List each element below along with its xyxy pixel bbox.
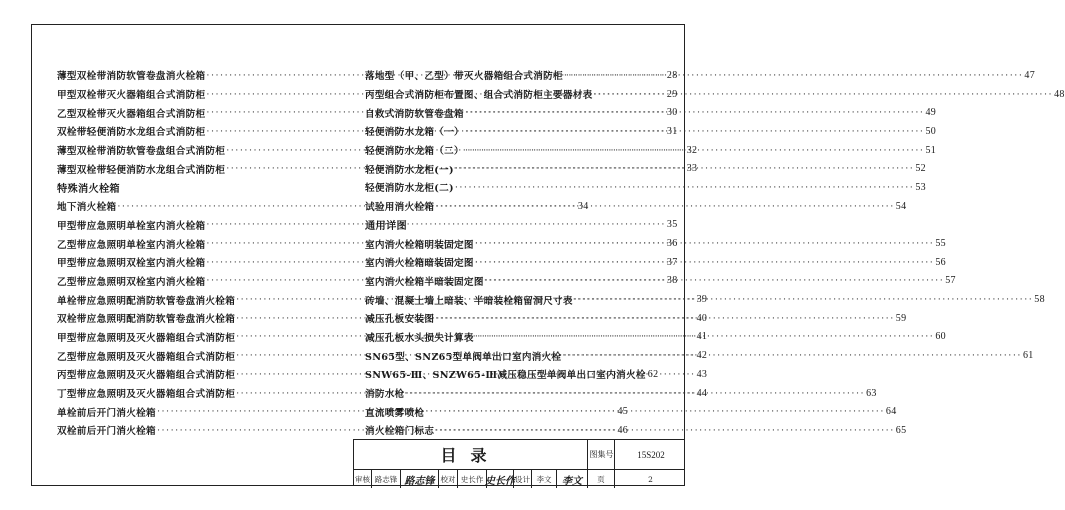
leader-dots: [465, 107, 925, 118]
toc-entry-page: 48: [1054, 88, 1065, 100]
toc-entry: [365, 421, 907, 440]
toc-entry-title: 减压孔板安装图: [365, 314, 435, 326]
toc-entry-title: 乙型带应急照明双栓室内消火栓箱: [57, 276, 206, 288]
checker-name: 史长作: [457, 470, 486, 488]
toc-entry-page: 64: [885, 406, 897, 418]
toc-entry-title: 轻便消防水龙柜(一): [365, 164, 454, 176]
design-label: 设计: [513, 470, 531, 488]
toc-entry-page: 28: [666, 69, 678, 81]
leader-dots: [475, 238, 935, 249]
atlas-number: 15S202: [614, 440, 687, 469]
reviewer-signature: 路志锋: [400, 470, 438, 488]
page-number: 2: [614, 470, 686, 488]
toc-section-heading: [57, 178, 339, 197]
toc-entry-page: 49: [925, 107, 937, 119]
toc-entry-page: 31: [666, 125, 678, 137]
checker-signature: 史长作: [486, 470, 513, 488]
review-label: 审核: [355, 474, 370, 484]
toc-entry-page: 38: [666, 275, 678, 287]
toc-entry-page: 41: [696, 331, 708, 343]
toc-entry-title: 双栓带应急照明配消防软管卷盘消火栓箱: [57, 314, 236, 326]
toc-entry-title: 直流喷雾喷枪: [365, 407, 425, 419]
leader-dots: [435, 201, 895, 212]
toc-entry: [365, 178, 926, 197]
toc-entry-page: 44: [696, 387, 708, 399]
leader-dots: [594, 89, 1054, 100]
toc-entry-page: 51: [925, 144, 937, 156]
toc-entry: [365, 365, 659, 384]
toc-entry-page: 40: [696, 312, 708, 324]
leader-dots: [475, 331, 935, 342]
toc-entry-title: 双栓前后开门消火栓箱: [57, 426, 156, 438]
document-title: 目录: [440, 446, 501, 465]
toc-entry-title: 地下消火栓箱: [57, 202, 117, 214]
toc-entry-title: 室内消火栓箱明装固定图: [365, 239, 474, 251]
toc-entry-page: 29: [666, 88, 678, 100]
toc-entry-title: 甲型带应急照明单栓室内消火栓箱: [57, 220, 206, 232]
toc-entry-title: 单栓前后开门消火栓箱: [57, 407, 156, 419]
leader-dots: [562, 350, 1022, 361]
leader-dots: [465, 126, 925, 137]
toc-entry-page: 59: [895, 312, 907, 324]
toc-entry-page: 52: [915, 163, 926, 175]
toc-entry-page: 36: [666, 238, 678, 250]
toc-entry-page: 50: [925, 125, 937, 137]
toc-entry-page: 54: [895, 200, 907, 212]
toc-entry-title: 乙型带应急照明单栓室内消火栓箱: [57, 239, 206, 251]
leader-dots: [455, 182, 915, 193]
toc-entry: [365, 402, 897, 421]
toc-entry-page: 62: [647, 368, 659, 380]
toc-entry-page: 35: [666, 219, 678, 231]
toc-entry-title: 丙型带应急照明及灭火器箱组合式消防柜: [57, 370, 236, 382]
toc-entry-title: 甲型双栓带灭火器箱组合式消防柜: [57, 90, 206, 102]
toc-entry-title: SNW65-Ⅲ、SNZW65-Ⅲ减压稳压型单阀单出口室内消火栓: [365, 370, 646, 382]
toc-entry-title: 减压孔板水头损失计算表: [365, 332, 474, 344]
toc-entry-title: 丙型组合式消防柜布置图、组合式消防柜主要器材表: [365, 90, 593, 102]
check-label: 校对: [438, 470, 457, 488]
leader-dots: [475, 257, 935, 268]
toc-entry-title: 室内消火栓箱半暗装固定图: [365, 276, 484, 288]
toc-entry-title: 砖墙、混凝土墙上暗装、半暗装栓箱留洞尺寸表: [365, 295, 573, 307]
toc-entry-title: 自救式消防软管卷盘箱: [365, 108, 464, 120]
toc-entry-title: 特殊消火栓箱: [57, 183, 120, 195]
toc-entry-title: 乙型双栓带灭火器箱组合式消防柜: [57, 108, 206, 120]
toc-entry-title: 试验用消火栓箱: [365, 202, 435, 214]
leader-dots: [574, 294, 1034, 305]
toc-entry-title: 单栓带应急照明配消防软管卷盘消火栓箱: [57, 295, 236, 307]
toc-entry-page: 42: [696, 350, 708, 362]
page-label: 页: [587, 470, 614, 488]
toc-entry-page: 32: [686, 144, 698, 156]
toc-section-heading: [365, 216, 645, 235]
toc-entry-page: 46: [617, 424, 629, 436]
toc-entry-title: 轻便消防水龙柜(二): [365, 183, 454, 195]
toc-entry-page: 63: [866, 387, 877, 399]
toc-entry-page: 58: [1034, 294, 1045, 306]
toc-entry-title: SN65型、SNZ65型单阀单出口室内消火栓: [365, 351, 562, 363]
toc-entry-page: 43: [696, 368, 708, 380]
toc-entry-page: 45: [617, 406, 629, 418]
title-block: [353, 439, 685, 486]
toc-entry-title: 甲型带应急照明双栓室内消火栓箱: [57, 258, 206, 270]
atlas-label: 图集号: [587, 440, 615, 469]
toc-entry-title: 薄型双栓带轻便消防水龙组合式消防柜: [57, 164, 226, 176]
leader-dots: [425, 406, 885, 417]
toc-entry-page: 37: [666, 256, 678, 268]
toc-entry-title: 双栓带轻便消防水龙组合式消防柜: [57, 127, 206, 139]
toc-entry-page: 53: [915, 181, 926, 193]
leader-dots: [564, 70, 1024, 81]
toc-entry-title: 薄型双栓带消防软管卷盘消火栓箱: [57, 71, 206, 83]
toc-entry-title: 轻便消防水龙箱（二）: [365, 146, 464, 158]
toc-entry-page: 39: [696, 294, 708, 306]
toc-entry-page: 56: [935, 256, 946, 268]
leader-dots: [435, 313, 895, 324]
toc-entry-title: 薄型双栓带消防软管卷盘组合式消防柜: [57, 146, 226, 158]
toc-entry-page: 47: [1024, 69, 1035, 81]
leader-dots: [435, 425, 895, 436]
designer-name: 李文: [531, 470, 556, 488]
toc-entry-title: 轻便消防水龙箱（一）: [365, 127, 464, 139]
toc-entry-page: 65: [895, 424, 907, 436]
toc-entry-title: 甲型带应急照明及灭火器箱组合式消防柜: [57, 332, 236, 344]
toc-entry-title: 丁型带应急照明及灭火器箱组合式消防柜: [57, 389, 236, 401]
toc-entry-page: 60: [935, 331, 946, 343]
toc-entry: [365, 197, 907, 216]
toc-entry-page: 34: [577, 200, 589, 212]
toc-entry-page: 57: [945, 275, 956, 287]
leader-dots: [465, 145, 925, 156]
toc-entry-title: 乙型带应急照明及灭火器箱组合式消防柜: [57, 351, 236, 363]
toc-entry-page: 55: [935, 238, 946, 250]
leader-dots: [485, 275, 945, 286]
toc-entry-page: 30: [666, 107, 678, 119]
reviewer-name: 路志锋: [371, 470, 400, 488]
leader-dots: [406, 388, 866, 399]
toc-entry-title: 消火栓箱门标志: [365, 426, 435, 438]
designer-signature: 李文: [556, 470, 587, 488]
toc-entry-title: 室内消火栓箱暗装固定图: [365, 258, 474, 270]
toc-entry-title: 通用详图: [365, 221, 407, 233]
toc-entry-title: 落地型（甲、乙型）带灭火器箱组合式消防柜: [365, 71, 563, 83]
leader-dots: [455, 163, 915, 174]
toc-entry-page: 61: [1022, 350, 1034, 362]
toc-entry-title: 消防水枪: [365, 389, 405, 401]
toc-entry-page: 33: [686, 163, 698, 175]
